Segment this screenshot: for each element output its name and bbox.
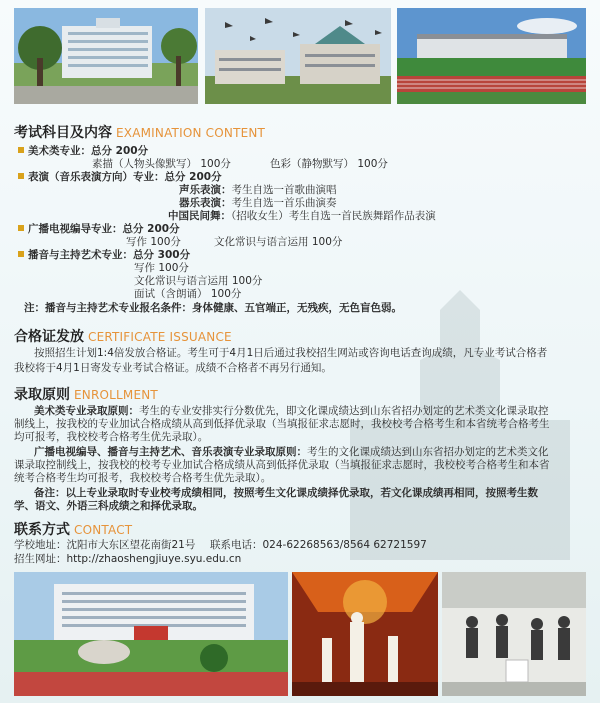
broadcasting-label: 播音与主持艺术专业：总分 300分 [28,249,191,261]
enrollment-p2-line-1 [34,446,549,459]
main-hall-photo [205,8,391,104]
vocal-label: 声乐表演： [179,184,232,196]
p1-text-1: 考生的专业安排实行分数优先，即文化课成绩达到山东省招办划定的艺术类文化课录取控 [139,405,549,417]
broadcasting-writing: 写作 100分 [134,262,189,274]
enrollment-p2-line-2: 课录取控制线上，按我校的校考专业加试合格成绩从高到低择优录取（当填报征求志愿时，我校校考合格考生和本省 [14,459,550,471]
exam-title-cn: 考试科目及内容 [14,125,112,141]
stage-performance-photo [292,572,438,696]
instrument-text: 考生自选一首乐曲演奏 [231,197,337,209]
directing-heading [18,223,180,236]
admission-website-link[interactable]: 招生网址：http://zhaoshengjiuye.syu.edu.cn [14,553,242,565]
p1-label: 美术类专业录取原则： [34,405,139,417]
contact-title-cn: 联系方式 [14,522,70,538]
enrollment-p1-line-3: 均可报考，我校校考合格考生优先录取）。 [14,431,209,443]
directing-label: 广播电视编导专业：总分 200分 [28,223,180,235]
school-address: 学校地址：沈阳市大东区望花南街21号 [14,539,196,551]
campus-plaza-photo [14,572,288,696]
p2-text-1: 考生的文化课成绩达到山东省招办划定的艺术类文化 [307,446,549,458]
certificate-line-1: 按照招生计划1:4倍发放合格证。考生可于4月1日后通过我校招生网站或咨询电话查询成绩，凡专业考试合格者 [34,347,548,359]
exam-section-title [14,122,265,142]
enrollment-p2-line-3: 统考合格考生均可报考，我校校考合格考生优先录取）。 [14,472,272,484]
bullet-icon [18,173,24,179]
broadcasting-note: 注：播音与主持艺术专业报名条件：身体健康、五官端正，无残疾，无色盲色弱。 [24,302,402,314]
enrollment-note-line-2: 学、语文、外语三科成绩之和择优录取。 [14,500,203,512]
folk-dance-line [168,210,436,223]
instrument-line [179,197,337,210]
vocal-text: 考生自选一首歌曲演唱 [231,184,337,196]
broadcasting-culture: 文化常识与语言运用 100分 [134,275,263,287]
certificate-title-cn: 合格证发放 [14,329,84,345]
enrollment-title-cn: 录取原则 [14,387,70,403]
stadium-photo [397,8,586,104]
bullet-icon [18,225,24,231]
enrollment-title-en: ENROLLMENT [74,388,158,402]
fine-arts-heading [18,145,148,158]
fine-arts-label: 美术类专业：总分 200分 [28,145,149,157]
broadcasting-heading [18,249,190,262]
vocal-line [179,184,337,197]
bullet-icon [18,147,24,153]
enrollment-p1-line-1 [34,405,549,418]
bullet-icon [18,251,24,257]
folk-label: 中国民间舞： [168,210,231,222]
performance-heading [18,171,222,184]
directing-writing: 写作 100分 [126,236,181,248]
enrollment-note-line-1: 备注：以上专业录取时专业校考成绩相同，按照考生文化课成绩择优录取，若文化课成绩再相同，按照考生数 [34,487,538,499]
certificate-line-2: 我校将于4月1日寄发专业考试合格证。成绩不合格者不再另行通知。 [14,362,332,374]
enrollment-p1-line-2: 制线上，按我校的专业加试合格成绩从高到低择优录取（当填报征求志愿时，我校校考合格考生和本省统考合格考生 [14,418,550,430]
directing-culture: 文化常识与语言运用 100分 [214,236,343,248]
fine-arts-sketch: 素描（人物头像默写） 100分 [92,158,231,170]
certificate-title-en: CERTIFICATE ISSUANCE [88,330,232,344]
contact-phone: 联系电话：024-62268563/8564 62721597 [210,539,427,551]
certificate-section-title [14,326,232,346]
instrument-label: 器乐表演： [179,197,232,209]
enrollment-section-title [14,384,158,404]
campus-building-photo [14,8,198,104]
contact-section-title [14,519,132,539]
broadcasting-interview: 面试（含朗诵） 100分 [134,288,242,300]
exam-title-en: EXAMINATION CONTENT [116,126,266,140]
performance-label: 表演（音乐表演方向）专业：总分 200分 [28,171,222,183]
exhibition-photo [442,572,586,696]
p2-label: 广播电视编导、播音与主持艺术、音乐表演专业录取原则： [34,446,307,458]
contact-title-en: CONTACT [74,523,133,537]
fine-arts-color: 色彩（静物默写） 100分 [270,158,388,170]
folk-text: （招收女生）考生自选一首民族舞蹈作品表演 [231,210,436,222]
